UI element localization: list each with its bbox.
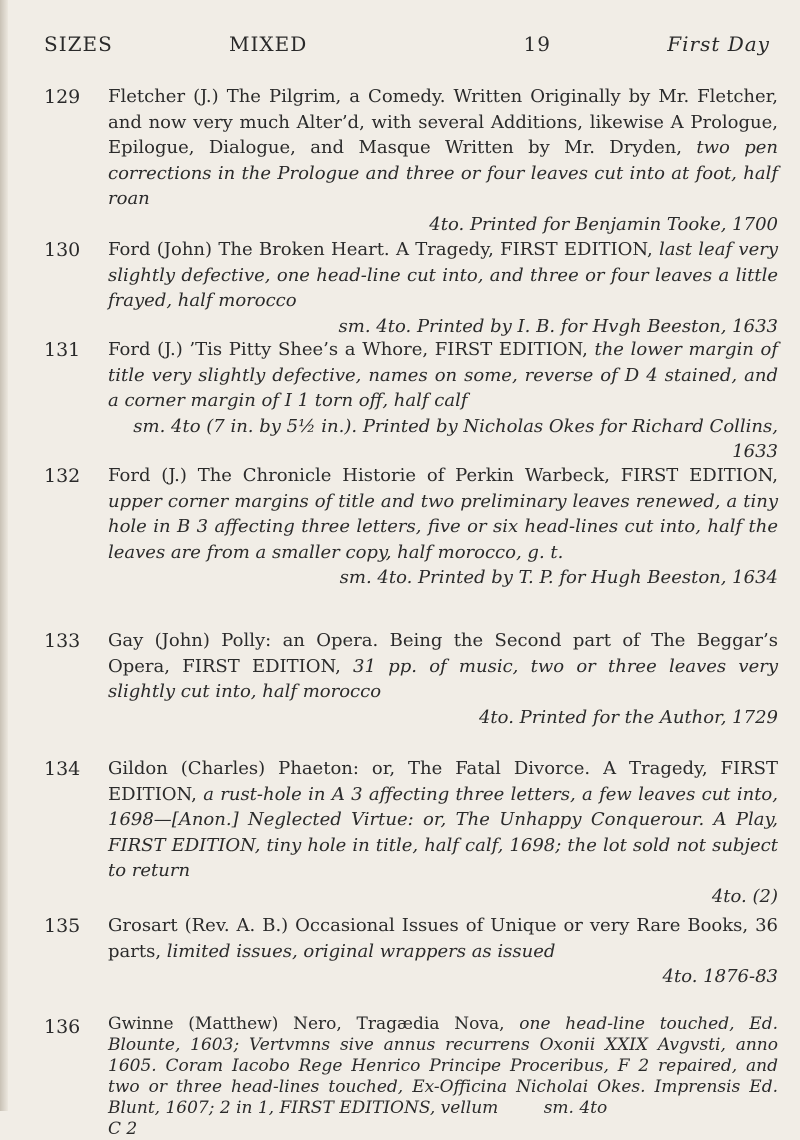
page-number: 19 <box>523 32 551 56</box>
signature-mark: C 2 <box>108 1119 138 1139</box>
lot-condition: upper corner margins of title and two preliminary leaves renewed, a tiny hole in B 3 affecting three letters, five or six head-lines cut into, half the leaves are from a smaller copy, half morocco, g. t. <box>108 490 778 563</box>
page-binding-edge <box>0 0 8 1111</box>
lot-description <box>108 913 778 990</box>
lot-imprint: sm. 4to (7 in. by 5½ in.). Printed by Nicholas Okes for Richard Collins, 1633 <box>133 415 778 463</box>
lot-entry <box>44 463 778 591</box>
lot-description <box>108 1014 778 1140</box>
lot-condition: limited issues, original wrappers as issued <box>161 940 556 962</box>
lot-description <box>108 237 778 339</box>
lot-description <box>108 337 778 465</box>
lot-description <box>108 756 778 910</box>
lot-title: Grosart (Rev. A. B.) Occasional Issues of Unique or very Rare Books, 36 parts, <box>108 915 778 962</box>
lot-condition: 31 pp. of music, two or three leaves very slightly cut into, half morocco <box>108 655 779 703</box>
header-day: First Day <box>667 32 770 56</box>
lot-number: 129 <box>44 86 81 108</box>
lot-condition: last leaf very slightly defective, one head-line cut into, and three or four leaves a little frayed, half morocco <box>108 239 778 312</box>
lot-imprint: sm. 4to. Printed by T. P. for Hugh Beeston, 1634 <box>339 567 778 589</box>
lot-entry <box>44 1014 778 1140</box>
lot-entry <box>44 756 778 910</box>
lot-imprint: 4to. (2) <box>711 885 778 907</box>
lot-title: Ford (J.) The Chronicle Historie of Perkin Warbeck, FIRST EDITION, <box>108 465 778 486</box>
lot-number: 133 <box>44 630 81 652</box>
lot-number: 130 <box>44 239 81 261</box>
lot-number: 132 <box>44 465 81 487</box>
lot-entry <box>44 84 778 238</box>
lot-imprint: 4to. 1876-83 <box>662 966 778 988</box>
lot-title: Gildon (Charles) Phaeton: or, The Fatal Divorce. A Tragedy, FIRST EDITION, <box>108 758 778 805</box>
lot-title: Gwinne (Matthew) Nero, Tragædia Nova, <box>108 1014 505 1034</box>
lot-imprint: sm. 4to <box>543 1098 608 1118</box>
lot-description <box>108 463 778 591</box>
lot-description <box>108 84 778 238</box>
lot-entry <box>44 337 778 465</box>
header-mixed: MIXED <box>229 32 308 56</box>
lot-title: Fletcher (J.) The Pilgrim, a Comedy. Written Originally by Mr. Fletcher, and now very much Alter’d, with several Additions, likewise A Prologue, Epilogue, Dialogue, and Masque Written by Mr. Dryden, <box>108 86 778 159</box>
lot-imprint: 4to. Printed for Benjamin Tooke, 1700 <box>429 213 778 235</box>
header-sizes: SIZES <box>44 32 113 56</box>
lot-imprint: sm. 4to. Printed by I. B. for Hvgh Beeston, 1633 <box>338 315 778 337</box>
lot-number: 134 <box>44 758 81 780</box>
lot-condition: a rust-hole in A 3 affecting three letters, a few leaves cut into, 1698—[Anon.] Neglected Virtue: or, The Unhappy Conquerour. A Play, FIRST EDITION, tiny hole in title, half calf, 1698; the lot sold not subject to return <box>108 783 778 882</box>
lot-number: 131 <box>44 339 81 361</box>
lot-imprint: 4to. Printed for the Author, 1729 <box>478 706 778 728</box>
lot-entry <box>44 628 778 730</box>
lot-condition: the lower margin of title very slightly defective, names on some, reverse of D 4 stained, and a corner margin of I 1 torn off, half calf <box>108 339 778 412</box>
lot-number: 135 <box>44 915 81 937</box>
lot-title: Ford (John) The Broken Heart. A Tragedy, FIRST EDITION, <box>108 239 653 260</box>
lot-title: Ford (J.) ’Tis Pitty Shee’s a Whore, FIRST EDITION, <box>108 339 588 360</box>
lot-condition: two pen corrections in the Prologue and three or four leaves cut into at foot, half roan <box>108 137 778 210</box>
lot-condition: one head-line touched, Ed. Blounte, 1603; Vertvmns sive annus recurrens Oxonii XXIX Avgvsti, anno 1605. Coram Iacobo Rege Henrico Principe Proceribus, F 2 repaired, and two or three head-lines touched, Ex-Officina Nicholai Okes. Imprensis Ed. Blunt, 1607; 2 in 1, FIRST EDITIONS, vellum <box>108 1014 778 1118</box>
lot-entry <box>44 913 778 990</box>
lot-description <box>108 628 778 730</box>
lot-number: 136 <box>44 1016 81 1038</box>
lot-entry <box>44 237 778 339</box>
page-header <box>44 32 770 56</box>
lot-title: Gay (John) Polly: an Opera. Being the Second part of The Beggar’s Opera, FIRST EDITION, <box>108 630 778 677</box>
